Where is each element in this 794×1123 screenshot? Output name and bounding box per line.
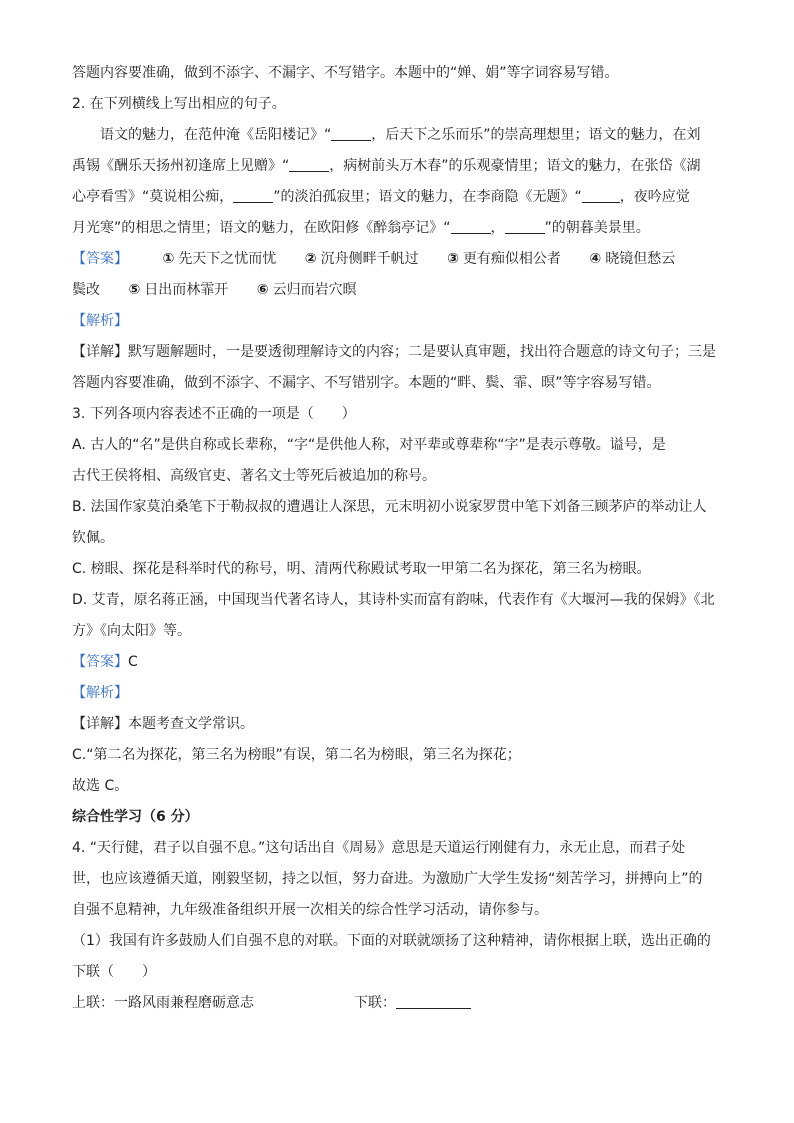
q3-option-b-cont: 钦佩。 [72, 530, 114, 546]
fill-blank [233, 188, 273, 203]
q2-para-line-2: 禹锡《酬乐天扬州初逢席上见赠》“ ，病树前头万木春”的乐观豪情里；语文的魅力，在张岱《湖 [72, 158, 701, 174]
answer-item: ② 沉舟侧畔千帆过 [304, 251, 419, 267]
lower-couplet-label: 下联： [354, 995, 396, 1011]
answer-item: ⑤ 日出而林霏开 [128, 282, 229, 298]
answer-item: ① 先天下之忧而忧 [162, 251, 277, 267]
upper-couplet: 上联：一路风雨兼程磨砺意志 [72, 995, 254, 1011]
q2-para-line-1: 语文的魅力，在范仲淹《岳阳楼记》“ ，后天下之乐而乐”的崇高理想里；语文的魅力，在刘 [100, 127, 701, 143]
fill-blank [396, 994, 471, 1009]
q2-para-line-3: 心亭看雪》“莫说相公痴， ”的淡泊孤寂里；语文的魅力，在李商隐《无题》“ ，夜吟应觉 [72, 189, 690, 205]
q4-line-3: 自强不息精神，九年级准备组织开展一次相关的综合性学习活动，请你参与。 [72, 902, 548, 918]
q3-choose: 故选 C。 [72, 778, 129, 794]
answer-item: ③ 更有痴似相公者 [447, 251, 561, 267]
fill-blank [505, 219, 545, 234]
answer-tag: 【答案】 [72, 251, 128, 267]
q2-detail-line-1: 【详解】默写题解题时，一是要透彻理解诗文的内容；二是要认真审题，找出符合题意的诗文句子；三是 [72, 344, 716, 360]
q3-title: 3. 下列各项内容表述不正确的一项是（ ） [72, 406, 356, 422]
answer-tag: 【答案】 [72, 654, 128, 670]
detail-tag: 【详解】 [72, 344, 128, 360]
fill-blank [582, 188, 620, 203]
section-heading: 综合性学习（6 分） [72, 809, 199, 825]
q3-detail-line: 【详解】本题考查文学常识。 [72, 716, 254, 732]
answer-item: ⑥ 云归而岩穴暝 [256, 282, 357, 298]
couplet-line [72, 988, 724, 1019]
q4-line-2: 世，也应该遵循天道，刚毅坚韧，持之以恒，努力奋进。为激励广大学生发扬“刻苦学习，拼搏向上”的 [72, 871, 703, 887]
prev-detail-line: 答题内容要准确，做到不添字、不漏字、不写错字。本题中的“婵、娟”等字词容易写错。 [72, 65, 619, 81]
q3-c-note: C.“第二名为探花，第三名为榜眼”有误，第二名为榜眼，第三名为探花； [72, 747, 521, 763]
document-page [72, 58, 724, 1019]
q2-title: 2. 在下列横线上写出相应的句子。 [72, 96, 286, 112]
q3-option-c: C. 榜眼、探花是科举时代的称号，明、清两代称殿试考取一甲第二名为探花，第三名为榜眼。 [72, 561, 651, 577]
q2-para-line-4: 月光寒”的相思之情里；语文的魅力，在欧阳修《醉翁亭记》“ ， ”的朝暮美景里。 [72, 220, 650, 236]
q2-detail-line-2: 答题内容要准确，做到不添字、不漏字、不写错别字。本题的“畔、鬓、霏、暝”等字容易写错。 [72, 375, 661, 391]
q3-answer-line [72, 647, 724, 678]
q3-option-d-cont: 方》《向太阳》等。 [72, 623, 191, 639]
q4-sub1-line-1: （1）我国有许多鼓励人们自强不息的对联。下面的对联就颂扬了这种精神，请你根据上联，选出正确的 [72, 933, 711, 949]
answer-value: C [128, 654, 138, 670]
q3-option-a: A. 古人的“名”是供自称或长辈称，“字“是供他人称，对平辈或尊辈称“字”是表示尊敬。谥号，是 [72, 437, 666, 453]
q4-sub1-line-2: 下联（ ） [72, 964, 156, 980]
q3-option-b: B. 法国作家莫泊桑笔下于勒叔叔的遭遇让人深思，元末明初小说家罗贯中笔下刘备三顾茅庐的举动让人 [72, 499, 707, 515]
fill-blank [451, 219, 491, 234]
analysis-tag: 【解析】 [72, 685, 128, 701]
q4-line-1: 4. “天行健，君子以自强不息。”这句话出自《周易》意思是天道运行刚健有力，永无止息，而君子处 [72, 840, 686, 856]
q3-option-d: D. 艾青，原名蒋正涵，中国现当代著名诗人，其诗朴实而富有韵味，代表作有《大堰河—我的保姆》《北 [72, 592, 715, 608]
fill-blank [331, 126, 371, 141]
answer-item: 鬓改 [72, 282, 100, 298]
answer-item: ④ 晓镜但愁云 [589, 251, 676, 267]
analysis-tag: 【解析】 [72, 313, 128, 329]
detail-tag: 【详解】 [72, 716, 128, 732]
q2-answer-line-2 [72, 275, 724, 306]
fill-blank [289, 157, 329, 172]
q3-option-a-cont: 古代王侯将相、高级官吏、著名文士等死后被追加的称号。 [72, 468, 436, 484]
q2-answer-line [72, 244, 724, 275]
